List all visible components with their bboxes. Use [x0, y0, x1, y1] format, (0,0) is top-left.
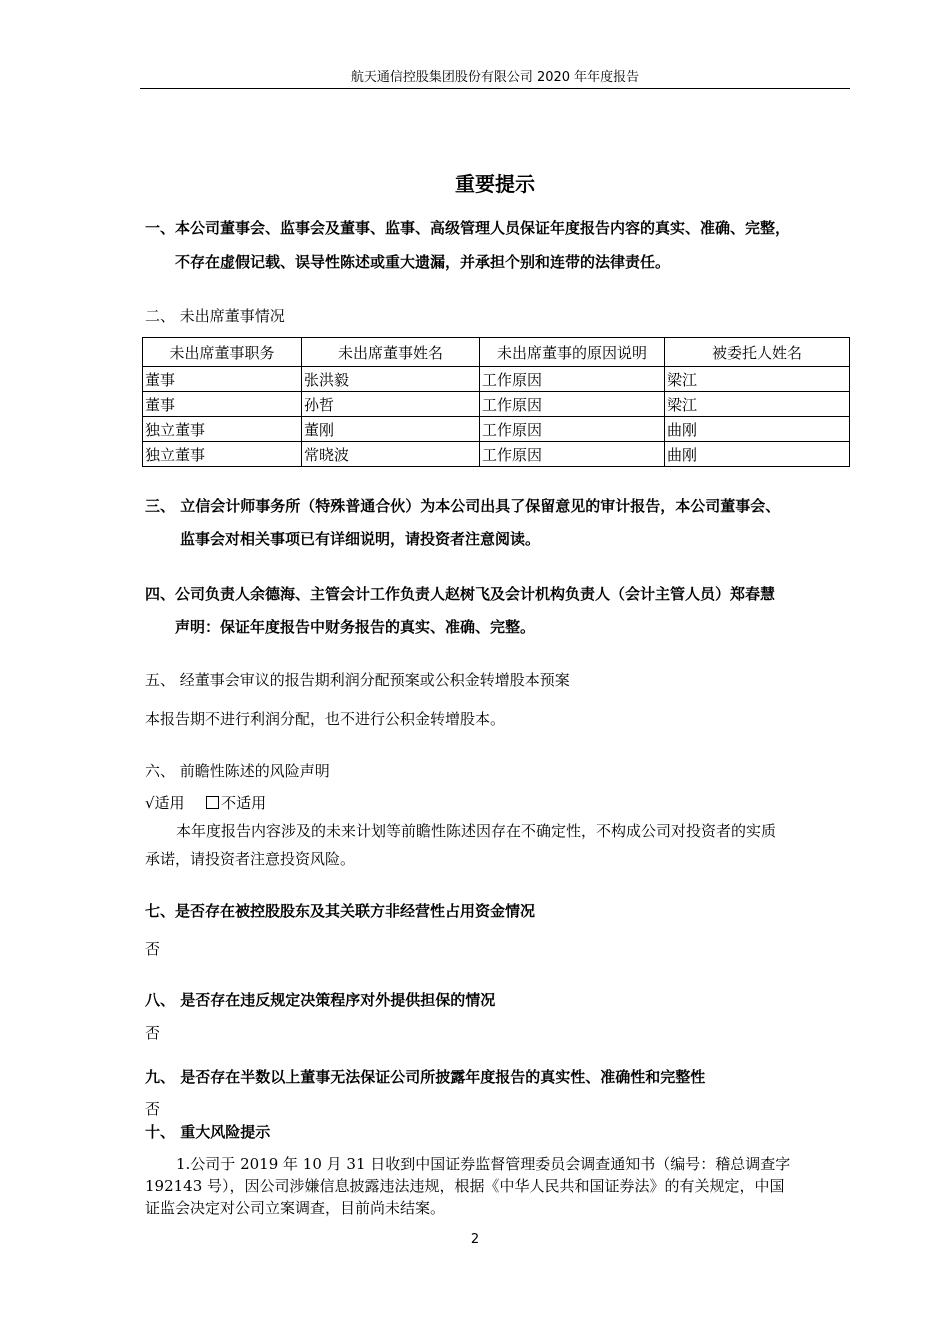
table-cell: 董事	[143, 367, 302, 392]
checkbox-icon	[206, 796, 219, 809]
table-header-cell: 未出席董事的原因说明	[480, 338, 665, 367]
page-title: 重要提示	[455, 172, 535, 196]
header-rule	[140, 88, 850, 89]
s3-line1: 三、 立信会计师事务所（特殊普通合伙）为本公司出具了保留意见的审计报告，本公司董事会、	[145, 497, 781, 515]
table-cell: 董事	[143, 392, 302, 417]
table-cell: 梁江	[665, 392, 850, 417]
table-cell: 曲刚	[665, 442, 850, 467]
s5-text: 本报告期不进行利润分配，也不进行公积金转增股本。	[145, 710, 506, 728]
s4-line1: 四、公司负责人余德海、主管会计工作负责人赵树飞及会计机构负责人（会计主管人员）郑春慧	[145, 585, 776, 603]
table-row	[143, 442, 850, 467]
table-cell: 常晓波	[302, 442, 480, 467]
table-header-cell: 未出席董事职务	[143, 338, 302, 367]
table-row	[143, 392, 850, 417]
s8-heading: 八、 是否存在违反规定决策程序对外提供担保的情况	[145, 991, 496, 1009]
table-cell: 独立董事	[143, 442, 302, 467]
table-cell: 工作原因	[480, 392, 665, 417]
s7-heading: 七、是否存在被控股股东及其关联方非经营性占用资金情况	[145, 902, 536, 920]
table-cell: 工作原因	[480, 367, 665, 392]
s6-applicability	[145, 793, 266, 813]
table-header-row	[143, 338, 850, 367]
s1-line2: 不存在虚假记载、误导性陈述或重大遗漏，并承担个别和连带的法律责任。	[175, 253, 671, 271]
table-cell: 工作原因	[480, 442, 665, 467]
s6-heading: 六、 前瞻性陈述的风险声明	[145, 762, 330, 780]
s5-heading: 五、 经董事会审议的报告期利润分配预案或公积金转增股本预案	[145, 671, 570, 689]
s10-line3: 证监会决定对公司立案调查，目前尚未结案。	[145, 1199, 446, 1217]
absent-directors-table	[142, 337, 850, 467]
table-cell: 董刚	[302, 417, 480, 442]
table-header-cell: 未出席董事姓名	[302, 338, 480, 367]
applicable-option: √适用	[145, 794, 185, 812]
s1-line1: 一、本公司董事会、监事会及董事、监事、高级管理人员保证年度报告内容的真实、准确、完整，	[145, 219, 791, 237]
s6-line1: 本年度报告内容涉及的未来计划等前瞻性陈述因存在不确定性，不构成公司对投资者的实质	[176, 822, 777, 840]
table-cell: 孙哲	[302, 392, 480, 417]
table-row	[143, 417, 850, 442]
table-cell: 曲刚	[665, 417, 850, 442]
s9-answer: 否	[145, 1100, 161, 1118]
s2-heading: 二、 未出席董事情况	[145, 307, 285, 325]
table-header-cell: 被委托人姓名	[665, 338, 850, 367]
s10-line1: 1.公司于 2019 年 10 月 31 日收到中国证券监督管理委员会调查通知书（编号：稽总调查字	[176, 1155, 791, 1173]
page-number: 2	[470, 1232, 480, 1247]
s6-line2: 承诺，请投资者注意投资风险。	[145, 850, 356, 868]
s3-line2: 监事会对相关事项已有详细说明，请投资者注意阅读。	[180, 530, 541, 548]
table-cell: 独立董事	[143, 417, 302, 442]
s8-answer: 否	[145, 1024, 161, 1042]
running-header: 航天通信控股集团股份有限公司 2020 年年度报告	[350, 70, 640, 85]
table-cell: 工作原因	[480, 417, 665, 442]
s10-line2: 192143 号），因公司涉嫌信息披露违法违规，根据《中华人民共和国证券法》的有关规定，中国	[145, 1177, 785, 1195]
not-applicable-option: 不适用	[221, 794, 267, 812]
table-cell: 梁江	[665, 367, 850, 392]
s10-heading: 十、 重大风险提示	[145, 1123, 271, 1141]
table-cell: 张洪毅	[302, 367, 480, 392]
s9-heading: 九、 是否存在半数以上董事无法保证公司所披露年度报告的真实性、准确性和完整性	[145, 1068, 706, 1086]
table-row	[143, 367, 850, 392]
s7-answer: 否	[145, 940, 161, 958]
s4-line2: 声明：保证年度报告中财务报告的真实、准确、完整。	[175, 618, 536, 636]
